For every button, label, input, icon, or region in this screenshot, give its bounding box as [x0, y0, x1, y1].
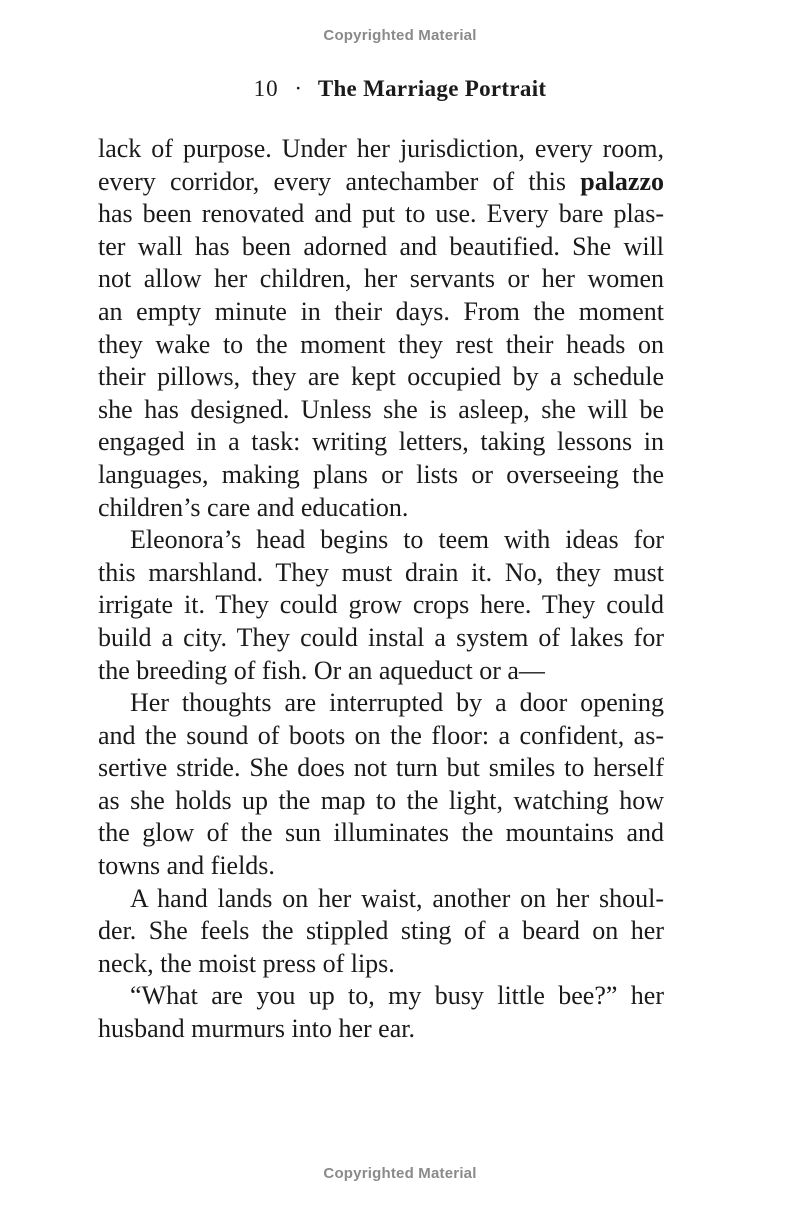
text-line: languages, making plans or lists or overseeing the — [98, 459, 664, 489]
body-text — [98, 133, 664, 1046]
text-line: not allow her children, her servants or her women — [98, 264, 664, 294]
text-line: irrigate it. They could grow crops here. They could — [98, 590, 664, 620]
emphasis-word: palazzo — [580, 166, 664, 196]
header-separator: · — [294, 76, 303, 101]
text-line: their pillows, they are kept occupied by a schedule — [98, 362, 664, 392]
text-line: “What are you up to, my busy little bee?” her — [130, 981, 664, 1011]
copyright-watermark-bottom: Copyrighted Material — [323, 1165, 477, 1182]
copyright-watermark-top: Copyrighted Material — [323, 27, 477, 44]
text-line: sertive stride. She does not turn but smiles to herself — [98, 753, 664, 783]
text-line: the breeding of fish. Or an aqueduct or a— — [98, 655, 545, 685]
text-line: neck, the moist press of lips. — [98, 948, 395, 978]
running-head — [0, 76, 800, 102]
text-line: build a city. They could instal a system of lakes for — [98, 622, 664, 652]
text-line: children’s care and education. — [98, 492, 409, 522]
text-line: towns and fields. — [98, 851, 275, 881]
text-line: husband murmurs into her ear. — [98, 1014, 415, 1044]
text-line: A hand lands on her waist, another on her shoul- — [130, 883, 664, 913]
book-title: The Marriage Portrait — [317, 76, 547, 101]
text-line: der. She feels the stippled sting of a beard on her — [98, 916, 664, 946]
page-number: 10 — [253, 76, 279, 101]
text-line — [98, 166, 664, 199]
text-line: and the sound of boots on the floor: a confident, as- — [98, 720, 664, 750]
text-line: she has designed. Unless she is asleep, she will be — [98, 394, 664, 424]
text-span: every corridor, every antechamber of this — [98, 166, 581, 196]
text-line: an empty minute in their days. From the moment — [98, 296, 664, 326]
text-line: lack of purpose. Under her jurisdiction, every room, — [98, 134, 664, 163]
text-line: Her thoughts are interrupted by a door opening — [130, 688, 664, 718]
text-line: has been renovated and put to use. Every bare plas- — [98, 199, 664, 229]
text-line: they wake to the moment they rest their heads on — [98, 329, 664, 359]
text-line: engaged in a task: writing letters, taking lessons in — [98, 427, 664, 457]
text-line: the glow of the sun illuminates the mountains and — [98, 818, 664, 848]
text-line: ter wall has been adorned and beautified. She will — [98, 231, 664, 261]
text-line: Eleonora’s head begins to teem with ideas for — [130, 525, 664, 555]
text-line: as she holds up the map to the light, watching how — [98, 785, 664, 815]
text-line: this marshland. They must drain it. No, they must — [98, 557, 664, 587]
